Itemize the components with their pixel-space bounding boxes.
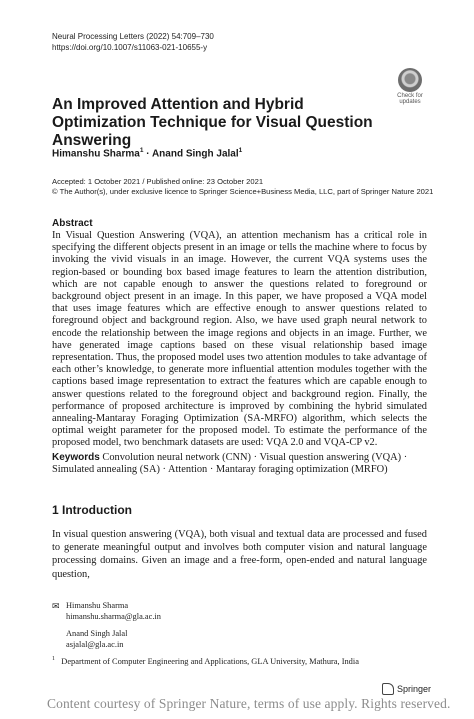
correspondent-email[interactable]: himanshu.sharma@gla.ac.in <box>66 612 161 621</box>
author-name[interactable]: Anand Singh Jalal <box>151 148 239 160</box>
accepted-published-dates: Accepted: 1 October 2021 / Published online: 23 October 2021 <box>52 177 264 186</box>
copyright-notice: © The Author(s), under exclusive licence to Springer Science+Business Media, LLC, part of Springer Nature 2021 <box>52 187 434 196</box>
publisher-name: Springer <box>397 684 432 694</box>
journal-citation: Neural Processing Letters (2022) 54:709–730 <box>52 32 214 41</box>
affiliation-footnote <box>52 654 359 667</box>
doi-link[interactable]: https://doi.org/10.1007/s11063-021-10655-y <box>52 43 208 52</box>
correspondence-note <box>52 600 161 650</box>
keywords-section <box>52 452 427 476</box>
affiliation-marker: 1 <box>139 147 144 154</box>
abstract-heading: Abstract <box>52 218 93 229</box>
keywords-label: Keywords <box>52 452 100 463</box>
abstract-body: In Visual Question Answering (VQA), an attention mechanism has a critical role in specifying the different objects present in an image or tells the machine where to focus by invoking the vivid visuals in an image. However, the current VQA systems uses the region-based or bounding box based image features to learn the attention distribution, which are not capable enough to answer the questions related to foreground or background object present in an image. In this paper, we have proposed a VQA model that uses image features which are effective enough to answer questions related to foreground object and background region. Also, we have used graph neural network to encode the relationship between the image regions and objects in an image. Further, we have generated image captions based on these visual relationship based image representation. Thus, the proposed model uses two attention modules to take advantage of each other’s knowledge, to generate more influential attention modules together with the captions based image representation to extract the features which are capable enough to answer questions related to the foreground object and background region. Finally, the performance of proposed architecture is improved by combining the hybrid simulated annealing-Mantaray Foraging Optimization (SA-MRFO) algorithm, which selects the optimal weight parameter for the proposed model. To estimate the performance of the proposed model, two benchmark datasets are used: VQA 2.0 and VQA-CP v2. <box>52 230 427 449</box>
author-separator: · <box>143 148 152 160</box>
affiliation-number: 1 <box>52 656 55 662</box>
check-updates-icon <box>398 68 422 92</box>
abstract-section <box>52 218 427 450</box>
correspondent-name: Anand Singh Jalal <box>66 629 128 638</box>
author-name[interactable]: Himanshu Sharma <box>52 148 140 160</box>
article-title: An Improved Attention and Hybrid Optimization Technique for Visual Question Answering <box>52 96 373 149</box>
author-list <box>52 147 242 159</box>
envelope-icon: ✉ <box>52 601 60 611</box>
correspondent-email[interactable]: asjalal@gla.ac.in <box>66 640 124 649</box>
courtesy-notice: Content courtesy of Springer Nature, terms of use apply. Rights reserved. <box>47 696 451 711</box>
affiliation-text: Department of Computer Engineering and Applications, GLA University, Mathura, India <box>61 656 359 666</box>
check-for-updates-badge[interactable] <box>393 68 427 105</box>
section-heading: 1 Introduction <box>52 503 132 517</box>
keywords-list: Convolution neural network (CNN) · Visual question answering (VQA) · Simulated annealing (SA) · Attention · Mantaray foraging optimization (MRFO) <box>52 452 408 476</box>
springer-horse-icon <box>382 683 394 695</box>
correspondent-name: Himanshu Sharma <box>66 601 129 610</box>
check-updates-label: Check for updates <box>397 93 423 105</box>
journal-header <box>52 31 214 53</box>
affiliation-marker: 1 <box>238 147 243 154</box>
publisher-logo <box>382 683 431 695</box>
publication-dates <box>52 177 442 197</box>
introduction-body: In visual question answering (VQA), both visual and textual data are processed and fused to generate meaningful output and involves both computer vision and natural language processing domains. Given an image and a free-form, open-ended and natural language question, <box>52 529 427 580</box>
